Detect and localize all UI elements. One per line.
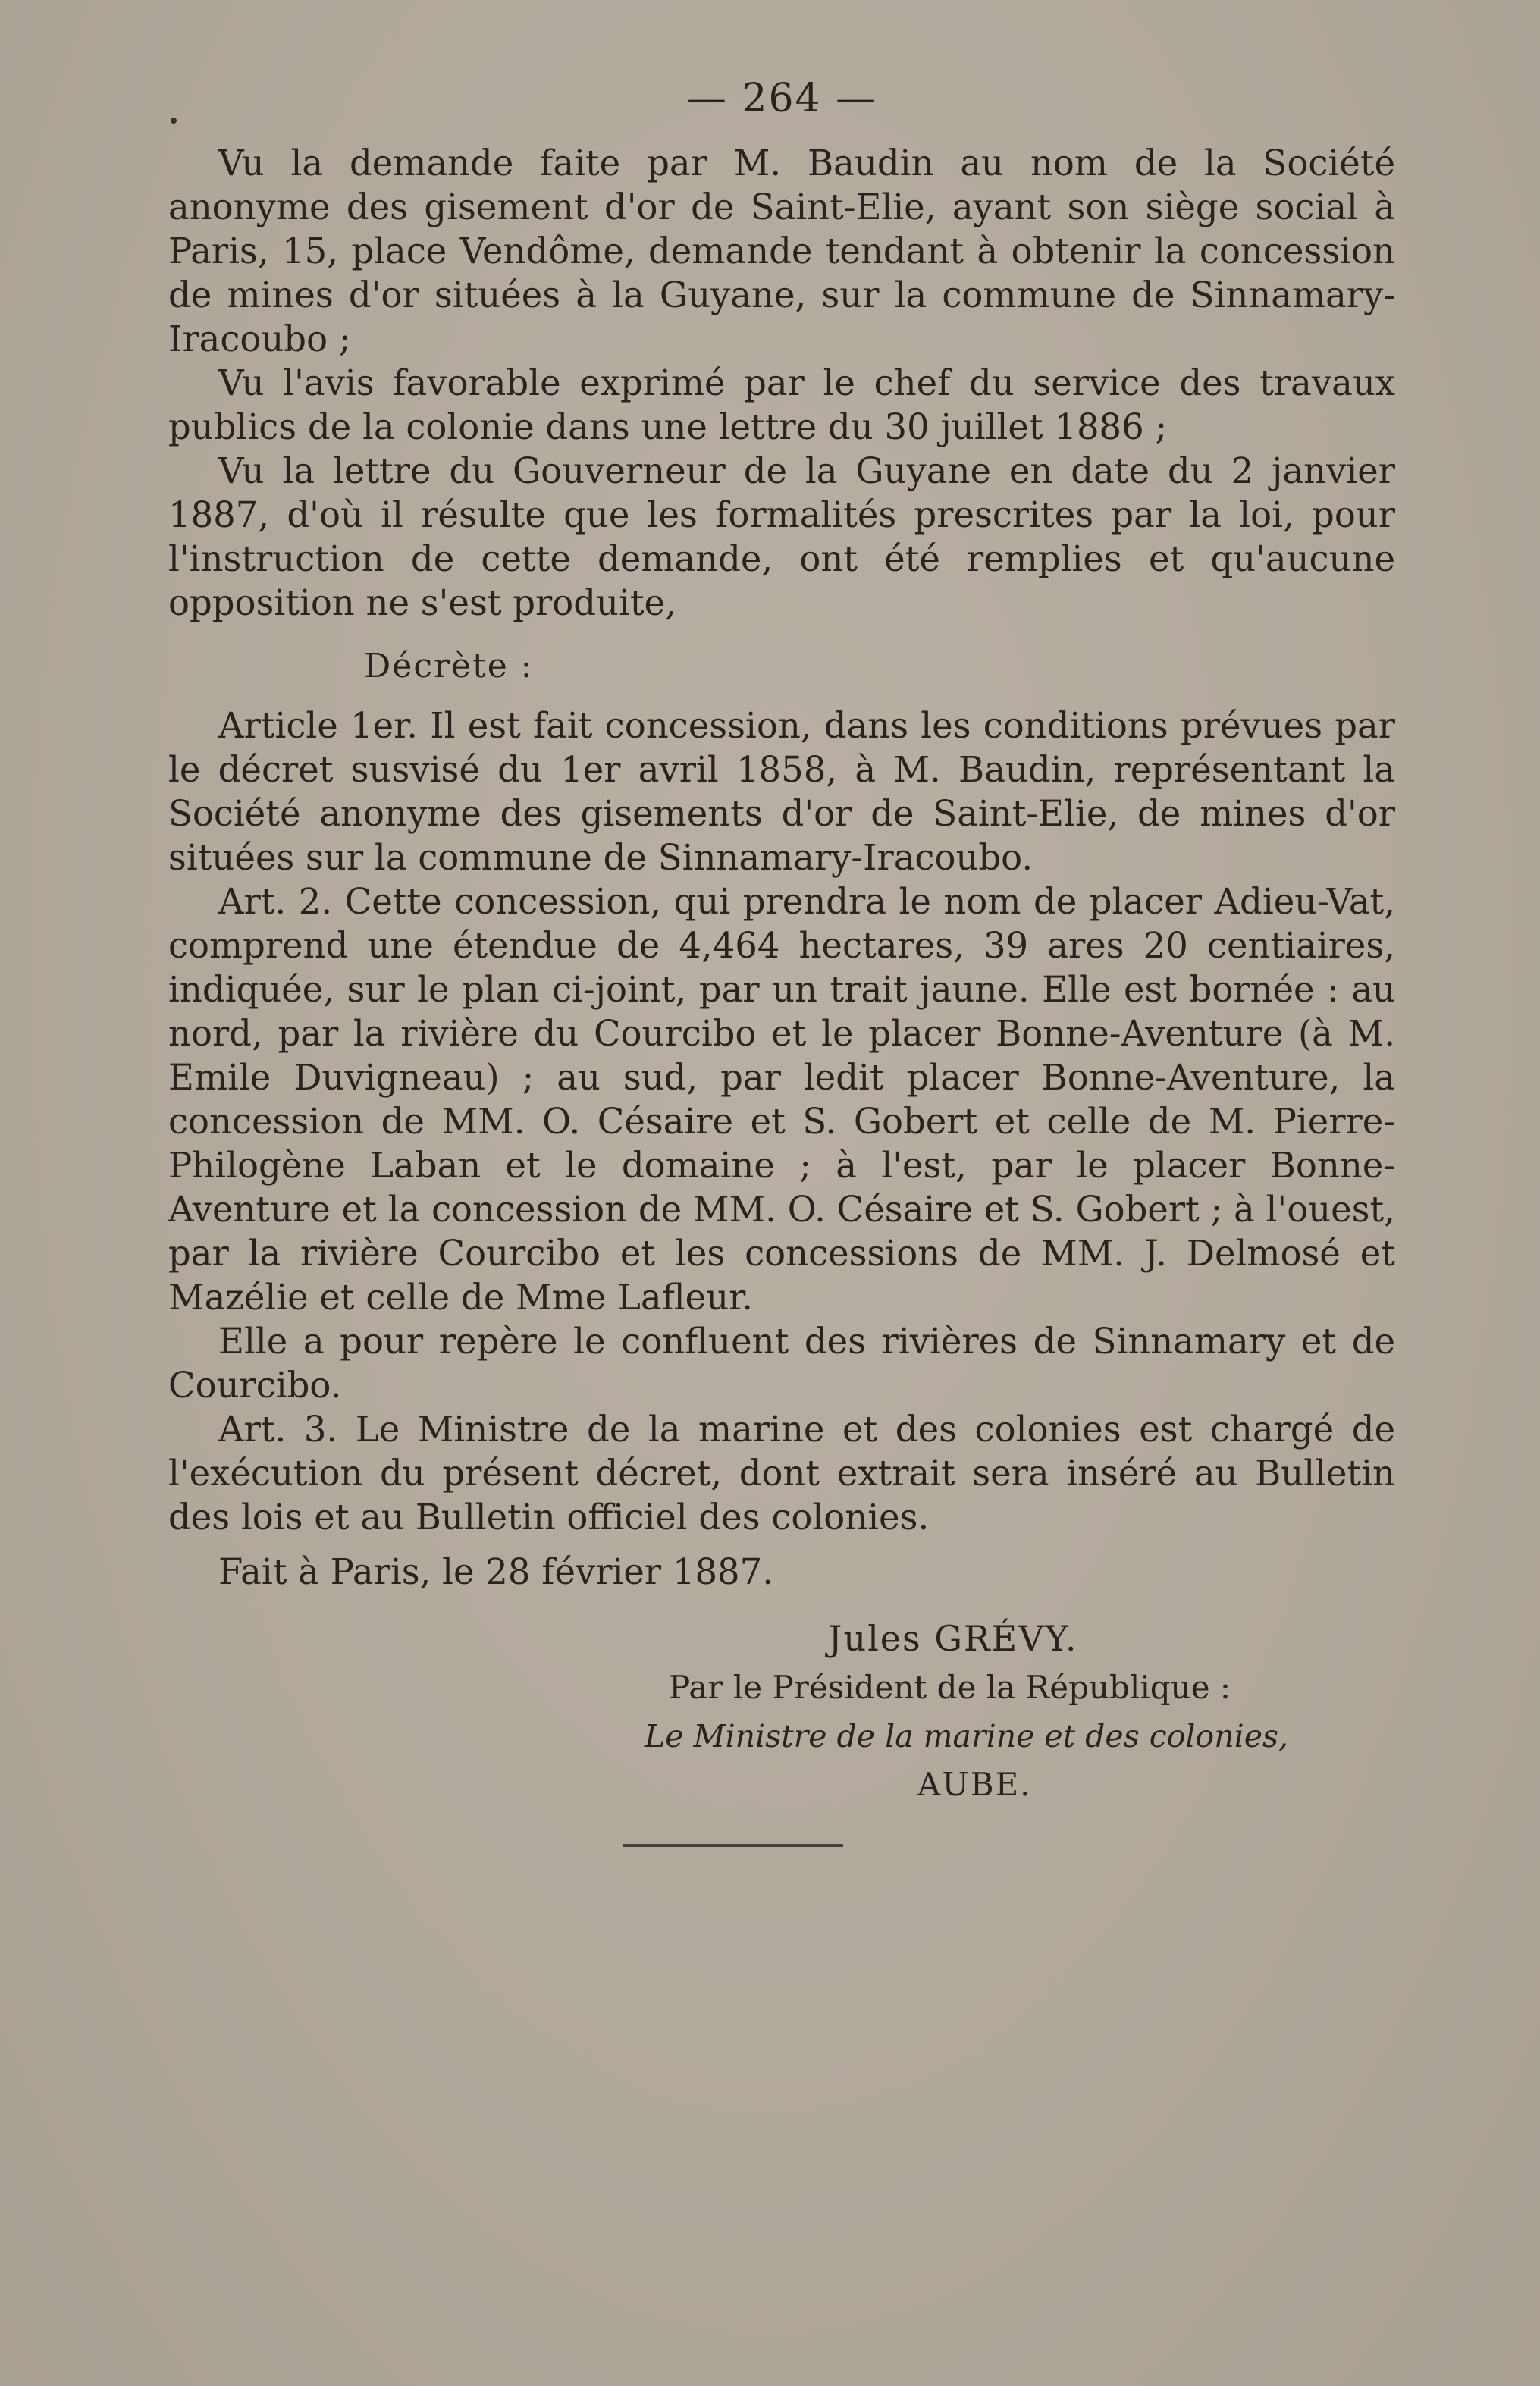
paragraph-lettre: Vu la lettre du Gouverneur de la Guyane en date du 2 janvier 1887, d'où il résulte que les formalités prescrites par la loi, pour l'instruction de cette demande, ont été remplies et qu'aucune opposition ne s'est produite, <box>168 450 1395 623</box>
article-2-repere: Elle a pour repère le confluent des rivières de Sinnamary et de Courcibo. <box>168 1321 1395 1406</box>
minister-title: Le Ministre de la marine et des colonies, <box>645 1718 1289 1754</box>
decrete-heading: Décrète : <box>364 647 534 685</box>
closing-rule <box>623 1844 843 1847</box>
page-content <box>168 76 1395 1806</box>
article-2: Art. 2. Cette concession, qui prendra le nom de placer Adieu-Vat, comprend une étendue de 4,464 hectares, 39 ares 20 centiaires, indiquée, sur le plan ci-joint, par un trait jaune. Elle est bornée : au nord, par la rivière du Courcibo et le placer Bonne-Aventure (à M. Emile Duvigneau) ; au sud, par ledit placer Bonne-Aventure, la concession de MM. O. Césaire et S. Gobert et celle de M. Pierre-Philogène Laban et le domaine ; à l'est, par le placer Bonne-Aventure et la concession de MM. O. Césaire et S. Gobert ; à l'ouest, par la rivière Courcibo et les concessions de MM. J. Delmosé et Mazélie et celle de Mme Lafleur. <box>168 881 1395 1318</box>
paragraph-avis: Vu l'avis favorable exprimé par le chef du service des travaux publics de la colonie dans une lettre du 30 juillet 1886 ; <box>168 362 1395 447</box>
signature-president: Jules GRÉVY. <box>828 1618 1078 1659</box>
par-le-president: Par le Président de la République : <box>669 1669 1231 1706</box>
article-1: Article 1er. Il est fait concession, dans les conditions prévues par le décret susvisé du 1er avril 1858, à M. Baudin, représentant la Société anonyme des gisements d'or de Saint-Elie, de mines d'or situées sur la commune de Sinnamary-Iracoubo. <box>168 705 1395 878</box>
minister-name: AUBE. <box>917 1766 1032 1803</box>
page-number: — 264 — <box>686 76 877 121</box>
fait-a-paris: Fait à Paris, le 28 février 1887. <box>218 1551 773 1592</box>
article-3: Art. 3. Le Ministre de la marine et des colonies est chargé de l'exécution du présent décret, dont extrait sera inséré au Bulletin des lois et au Bulletin officiel des colonies. <box>168 1409 1395 1538</box>
paragraph-demande: Vu la demande faite par M. Baudin au nom de la Société anonyme des gisement d'or de Saint-Elie, ayant son siège social à Paris, 15, place Vendôme, demande tendant à obtenir la concession de mines d'or situées à la Guyane, sur la commune de Sinnamary-Iracoubo ; <box>168 143 1395 359</box>
